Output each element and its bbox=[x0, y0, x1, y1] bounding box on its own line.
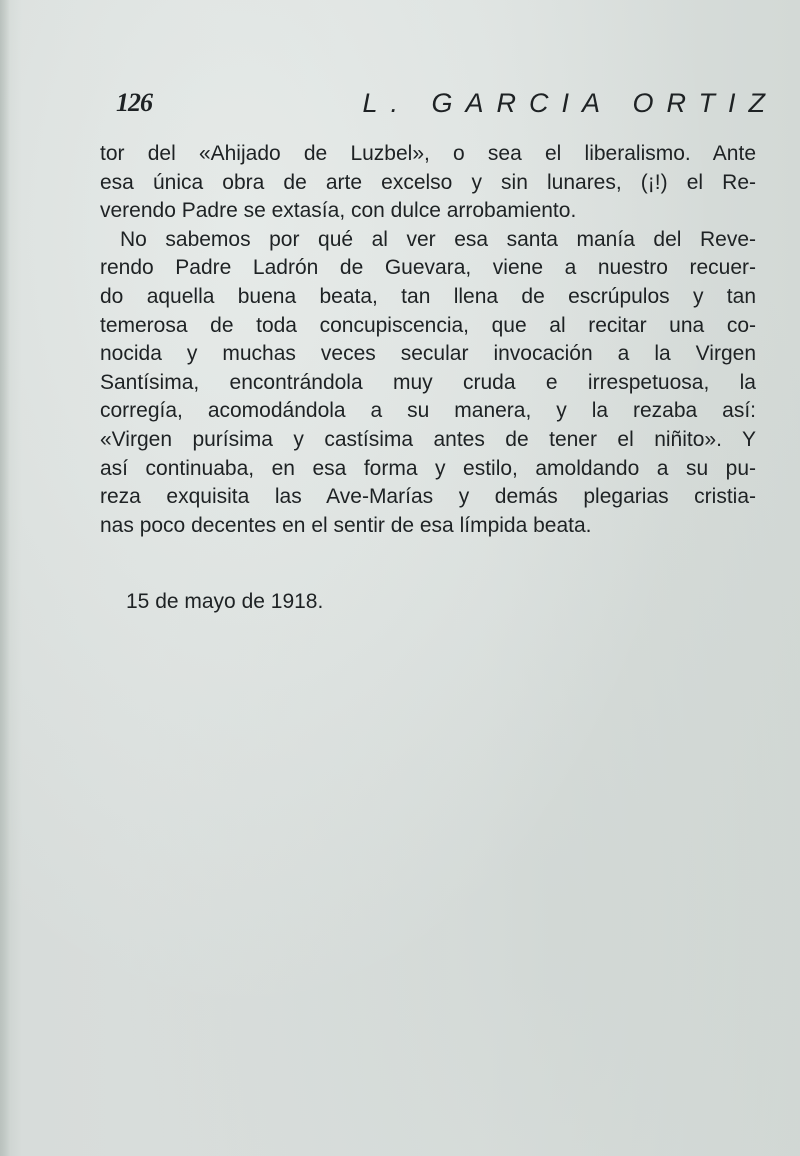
text-line: verendo Padre se extasía, con dulce arrobamiento. bbox=[100, 199, 577, 223]
text-line: No sabemos por qué al ver esa santa manía del Reve- bbox=[120, 227, 756, 251]
text-line: «Virgen purísima y castísima antes de tener el niñito». Y bbox=[100, 427, 756, 451]
text-line: Santísima, encontrándola muy cruda e irrespetuosa, la bbox=[100, 370, 756, 394]
text-line: esa única obra de arte excelso y sin lunares, (¡!) el Re- bbox=[100, 170, 756, 194]
text-line: tor del «Ahijado de Luzbel», o sea el liberalismo. Ante bbox=[100, 142, 756, 165]
body-text bbox=[100, 140, 756, 540]
text-line: corregía, acomodándola a su manera, y la rezaba así: bbox=[100, 399, 756, 423]
text-line: temerosa de toda concupiscencia, que al recitar una co- bbox=[100, 313, 756, 337]
page-binding-edge bbox=[0, 0, 10, 1156]
text-line: reza exquisita las Ave-Marías y demás plegarias cristia- bbox=[100, 485, 756, 509]
page-number: 126 bbox=[116, 88, 152, 117]
running-head bbox=[116, 88, 778, 124]
dateline: 15 de mayo de 1918. bbox=[126, 590, 324, 613]
text-line: rendo Padre Ladrón de Guevara, viene a nuestro recuer- bbox=[100, 256, 756, 280]
text-line: do aquella buena beata, tan llena de escrúpulos y tan bbox=[100, 284, 756, 308]
running-title: L. GARCIA ORTIZ bbox=[362, 88, 778, 118]
text-line: nas poco decentes en el sentir de esa límpida beata. bbox=[100, 513, 592, 537]
text-line: así continuaba, en esa forma y estilo, amoldando a su pu- bbox=[100, 456, 756, 480]
text-line: nocida y muchas veces secular invocación a la Virgen bbox=[100, 342, 756, 366]
